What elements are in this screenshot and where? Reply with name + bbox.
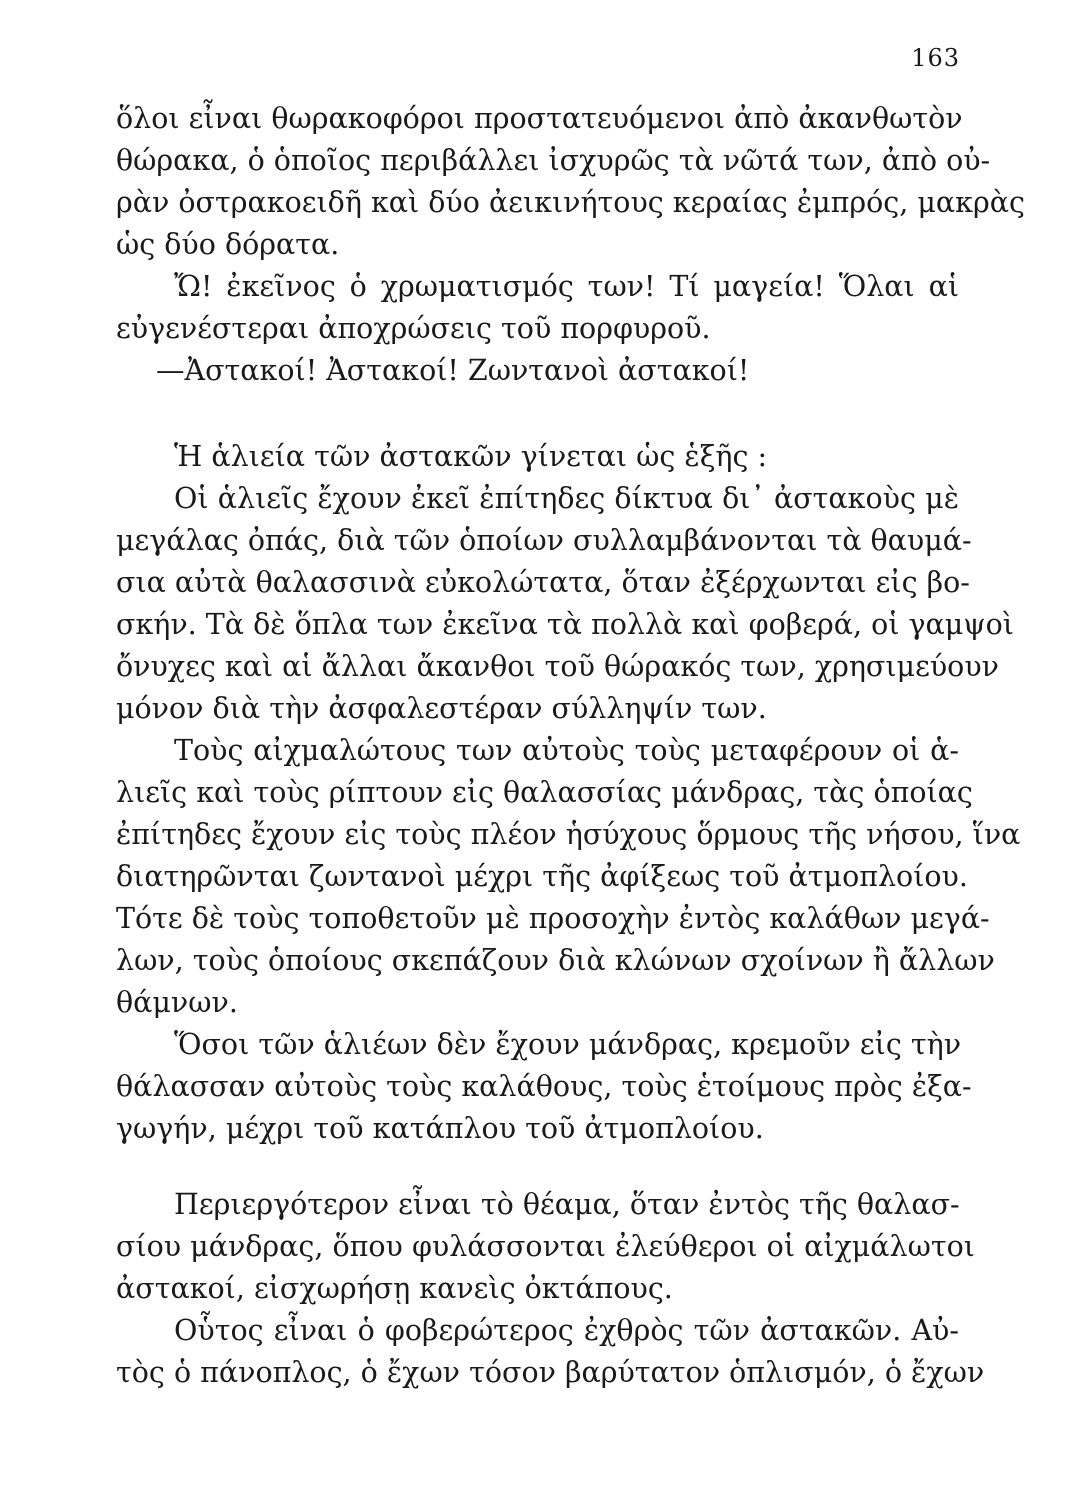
text-line: Τοὺς αἰχμαλώτους των αὐτοὺς τοὺς μεταφέρουν οἱ ἁ- xyxy=(174,734,959,767)
text-line: ὡς δύο δόρατα. xyxy=(116,228,340,261)
text-line: σια αὐτὰ θαλασσινὰ εὐκολώτατα, ὅταν ἐξέρχωνται εἰς βο- xyxy=(116,566,970,599)
text-line: λιεῖς καὶ τοὺς ρίπτουν εἰς θαλασσίας μάνδρας, τὰς ὁποίας xyxy=(116,776,973,809)
text-line: εὐγενέστεραι ἀποχρώσεις τοῦ πορφυροῦ. xyxy=(116,312,711,345)
text-line: μόνον διὰ τὴν ἀσφαλεστέραν σύλληψίν των. xyxy=(116,692,767,725)
text-block-octopus xyxy=(116,1184,985,1394)
text-line: Ὤ! ἐκεῖνος ὁ χρωματισμός των! Τί μαγεία! Ὅλαι αἱ xyxy=(174,270,959,303)
text-line: Περιεργότερον εἶναι τὸ θέαμα, ὅταν ἐντὸς τῆς θαλασ- xyxy=(174,1188,960,1221)
text-line: γωγήν, μέχρι τοῦ κατάπλου τοῦ ἀτμοπλοίου. xyxy=(116,1112,764,1145)
text-line: Τότε δὲ τοὺς τοποθετοῦν μὲ προσοχὴν ἐντὸς καλάθων μεγά- xyxy=(116,902,990,935)
text-block-lobster-fishing xyxy=(116,436,1021,1150)
page-number: 163 xyxy=(911,44,960,72)
text-line: θάμνων. xyxy=(116,986,238,1019)
text-line: Οὗτος εἶναι ὁ φοβερώτερος ἐχθρὸς τῶν ἀστακῶν. Αὐ- xyxy=(174,1314,959,1347)
text-line: διατηρῶνται ζωντανοὶ μέχρι τῆς ἀφίξεως τοῦ ἀτμοπλοίου. xyxy=(116,860,968,893)
text-line: μεγάλας ὀπάς, διὰ τῶν ὁποίων συλλαμβάνονται τὰ θαυμά- xyxy=(116,524,972,557)
text-line: σίου μάνδρας, ὅπου φυλάσσονται ἐλεύθεροι οἱ αἰχμάλωτοι xyxy=(116,1230,975,1263)
text-line: Ἡ ἁλιεία τῶν ἀστακῶν γίνεται ὡς ἑξῆς : xyxy=(174,440,768,473)
text-line: —Ἀστακοί! Ἀστακοί! Ζωντανοὶ ἀστακοί! xyxy=(156,354,750,387)
text-line: τὸς ὁ πάνοπλος, ὁ ἔχων τόσον βαρύτατον ὁπλισμόν, ὁ ἔχων xyxy=(116,1356,985,1389)
text-line: σκήν. Τὰ δὲ ὅπλα των ἐκεῖνα τὰ πολλὰ καὶ φοβερά, οἱ γαμψοὶ xyxy=(116,608,1014,641)
text-line: θώρακα, ὁ ὁποῖος περιβάλλει ἰσχυρῶς τὰ νῶτά των, ἀπὸ οὐ- xyxy=(116,144,991,177)
text-line: λων, τοὺς ὁποίους σκεπάζουν διὰ κλώνων σχοίνων ἢ ἄλλων xyxy=(116,944,995,977)
text-line: θάλασσαν αὐτοὺς τοὺς καλάθους, τοὺς ἑτοίμους πρὸς ἐξα- xyxy=(116,1070,972,1103)
text-line: ἀστακοί, εἰσχωρήσῃ κανεὶς ὀκτάπους. xyxy=(116,1272,673,1305)
text-line: ρὰν ὀστρακοειδῆ καὶ δύο ἀεικινήτους κεραίας ἐμπρός, μακρὰς xyxy=(116,186,1025,219)
text-line: Οἱ ἁλιεῖς ἔχουν ἐκεῖ ἐπίτηδες δίκτυα δι᾿ ἀστακοὺς μὲ xyxy=(174,482,959,515)
text-line: Ὅσοι τῶν ἁλιέων δὲν ἔχουν μάνδρας, κρεμοῦν εἰς τὴν xyxy=(174,1028,962,1061)
text-line: ἐπίτηδες ἔχουν εἰς τοὺς πλέον ἡσύχους ὅρμους τῆς νήσου, ἵνα xyxy=(116,818,1021,851)
text-block-lobster-description xyxy=(116,98,1025,392)
text-line: ὄνυχες καὶ αἱ ἄλλαι ἄκανθοι τοῦ θώρακός των, χρησιμεύουν xyxy=(116,650,999,683)
text-line: ὅλοι εἶναι θωρακοφόροι προστατευόμενοι ἀπὸ ἀκανθωτὸν xyxy=(116,102,963,135)
